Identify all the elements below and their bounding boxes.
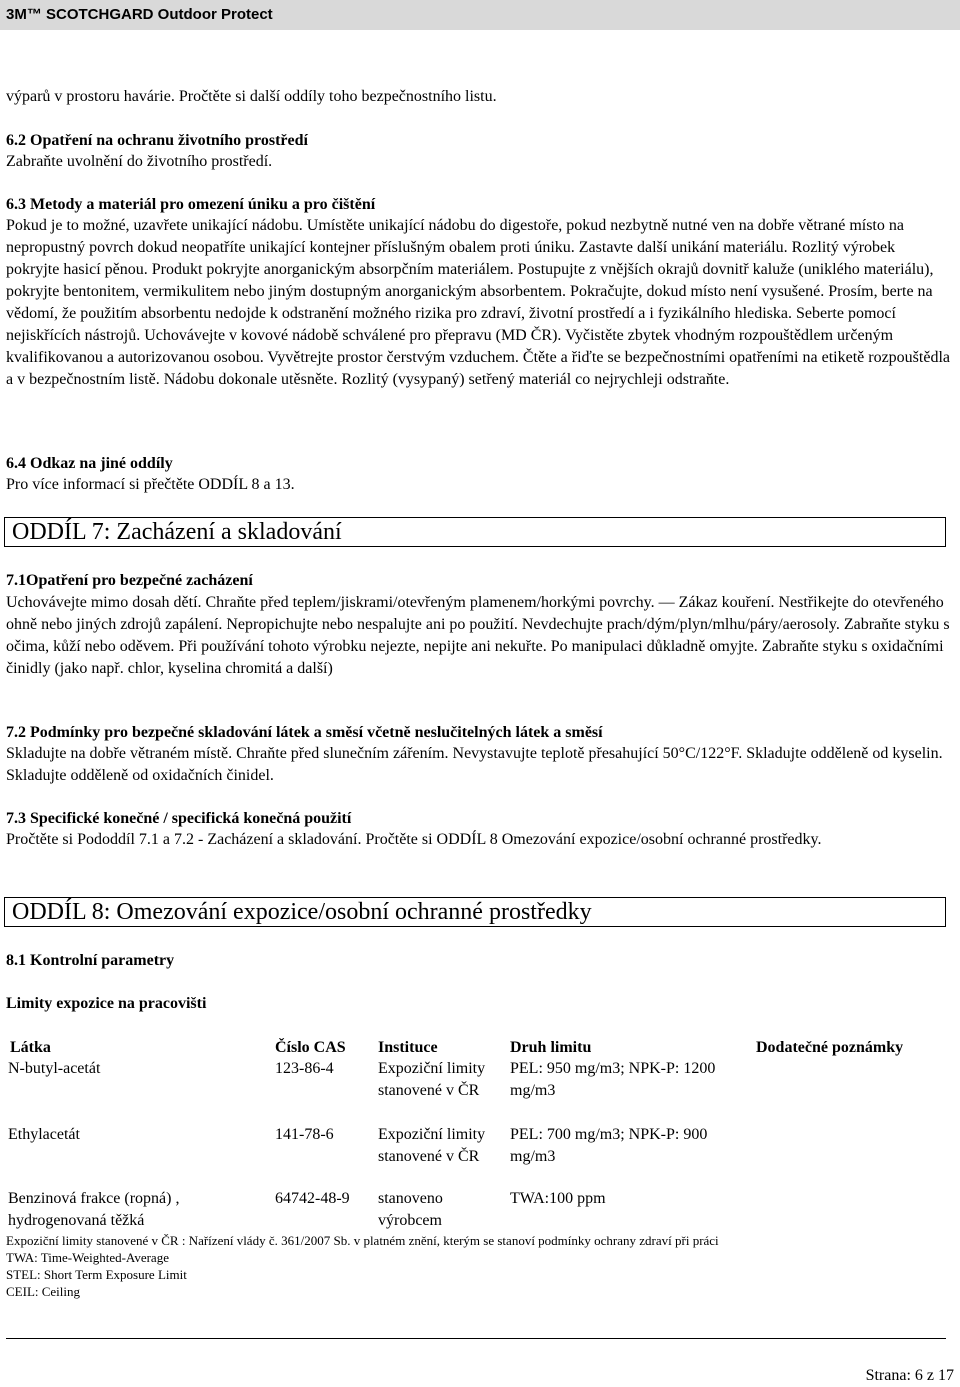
table-header-cas: Číslo CAS (275, 1039, 346, 1056)
table-row-2-substance: Ethylacetát (8, 1126, 80, 1143)
table-row-1-substance: N-butyl-acetát (8, 1060, 101, 1077)
paragraph-7-2: Skladujte na dobře větraném místě. Chraňte před slunečním zářením. Nevystavujte teplotě přesahující 50°C/122°F. Skladujte odděleně od kyselin. Skladujte odděleně od oxidačních činidel. (6, 745, 943, 784)
paragraph-7-1: Uchovávejte mimo dosah dětí. Chraňte před teplem/jiskrami/otevřeným plamenem/horkými povrchy. — Zákaz kouření. Nestřikejte do otevřeného ohně nebo jiných zdrojů zapálení. Nepropichujte nebo nespalujte ani po použití. Nevdechujte prach/dým/plyn/mlhu/páry/aerosoly. Zabraňte styku s očima, kůží nebo oděvem. Při používání tohoto výrobku nejezte, nepijte ani nekuřte. Po manipulaci důkladně omyjte. Zabraňte styku s oxidačními činidly (jako např. chlor, kyselina chromitá a další) (6, 594, 950, 677)
heading-8-1: 8.1 Kontrolní parametry (6, 952, 175, 969)
footer-divider (6, 1338, 946, 1339)
table-row-2-institution: Expoziční limity stanovené v ČR (378, 1126, 486, 1165)
table-row-1-institution: Expoziční limity stanovené v ČR (378, 1060, 486, 1099)
table-header-institution: Instituce (378, 1039, 438, 1056)
table-row-2-cas: 141-78-6 (275, 1126, 334, 1143)
note-stel: STEL: Short Term Exposure Limit (6, 1267, 187, 1282)
paragraph-6-4: Pro více informací si přečtěte ODDÍL 8 a 13. (6, 476, 295, 493)
paragraph-7-3: Pročtěte si Pododdíl 7.1 a 7.2 - Zacházení a skladování. Pročtěte si ODDÍL 8 Omezování expozice/osobní ochranné prostředky. (6, 831, 822, 848)
workplace-limits-heading: Limity expozice na pracovišti (6, 995, 207, 1012)
note-czech-limits: Expoziční limity stanovené v ČR : Nařízení vlády č. 361/2007 Sb. v platném znění, kterým se stanoví podmínky ochrany zdraví při práci (6, 1233, 719, 1248)
section-6-intro: výparů v prostoru havárie. Pročtěte si další oddíly toho bezpečnostního listu. (6, 88, 497, 105)
table-row-3-limit: TWA:100 ppm (510, 1190, 606, 1207)
heading-6-4: 6.4 Odkaz na jiné oddíly (6, 455, 173, 472)
table-header-limit-type: Druh limitu (510, 1039, 592, 1056)
heading-6-3: 6.3 Metody a materiál pro omezení úniku a pro čištění (6, 196, 376, 213)
heading-7-1: 7.1Opatření pro bezpečné zacházení (6, 572, 253, 589)
heading-6-2: 6.2 Opatření na ochranu životního prostředí (6, 132, 308, 149)
section-8-title: ODDÍL 8: Omezování expozice/osobní ochranné prostředky (12, 899, 592, 925)
heading-7-3: 7.3 Specifické konečné / specifická konečná použití (6, 810, 352, 827)
document-title: 3M™ SCOTCHGARD Outdoor Protect (6, 6, 273, 23)
table-row-3-institution: stanoveno výrobcem (378, 1190, 443, 1229)
note-ceil: CEIL: Ceiling (6, 1284, 81, 1299)
document-header (0, 0, 960, 30)
paragraph-6-2: Zabraňte uvolnění do životního prostředí. (6, 153, 273, 170)
table-row-2-limit: PEL: 700 mg/m3; NPK-P: 900 mg/m3 (510, 1126, 708, 1165)
section-8-title-box (4, 897, 946, 927)
table-row-1-limit: PEL: 950 mg/m3; NPK-P: 1200 mg/m3 (510, 1060, 716, 1099)
note-twa: TWA: Time-Weighted-Average (6, 1250, 169, 1265)
table-row-1-cas: 123-86-4 (275, 1060, 334, 1077)
heading-7-2: 7.2 Podmínky pro bezpečné skladování látek a směsí včetně neslučitelných látek a směsí (6, 724, 603, 741)
table-row-3-cas: 64742-48-9 (275, 1190, 350, 1207)
section-7-title: ODDÍL 7: Zacházení a skladování (12, 519, 342, 545)
table-header-substance: Látka (10, 1039, 51, 1056)
table-header-notes: Dodatečné poznámky (756, 1039, 904, 1056)
page-number: Strana: 6 z 17 (865, 1367, 954, 1384)
section-7-title-box (4, 517, 946, 547)
table-row-3-substance: Benzinová frakce (ropná) , hydrogenovaná těžká (8, 1190, 180, 1229)
paragraph-6-3: Pokud je to možné, uzavřete unikající nádobu. Umístěte unikající nádobu do digestoře, pokud nezbytně nutné ven na dobře větrané místo na nepropustný povrch dokud neopatříte unikající kontejner příslušným obalem proti úniku. Zastavte další unikání materiálu. Rozlitý výrobek pokryjte hasicí pěnou. Produkt pokryjte anorganickým absorpčním materiálem. Postupujte z vnějších okrajů dovnitř kaluže (uniklého materiálu), pokryjte bentonitem, vermikulitem nebo jiným dostupným anorganickým absorbentem. Pokračujte, dokud místo není vysušené. Prosím, berte na vědomí, že použitím absorbentu nedojde k odstranění možného rizika pro zdraví, životní prostředí a i fyzikálního hlediska. Seberte pomocí nejiskřících nástrojů. Uchovávejte v kovové nádobě schválené pro přepravu (MD ČR). Vyčistěte zbytek vhodným rozpouštědlem určeným kvalifikovanou a autorizovanou osobou. Vyvětrejte prostor čerstvým vzduchem. Čtěte a řiďte se bezpečnostními opatřeními na etiketě rozpouštědla a v bezpečnostním listě. Nádobu dokonale utěsněte. Rozlitý (vysypaný) setřený materiál co nejrychleji odstraňte. (6, 217, 950, 388)
